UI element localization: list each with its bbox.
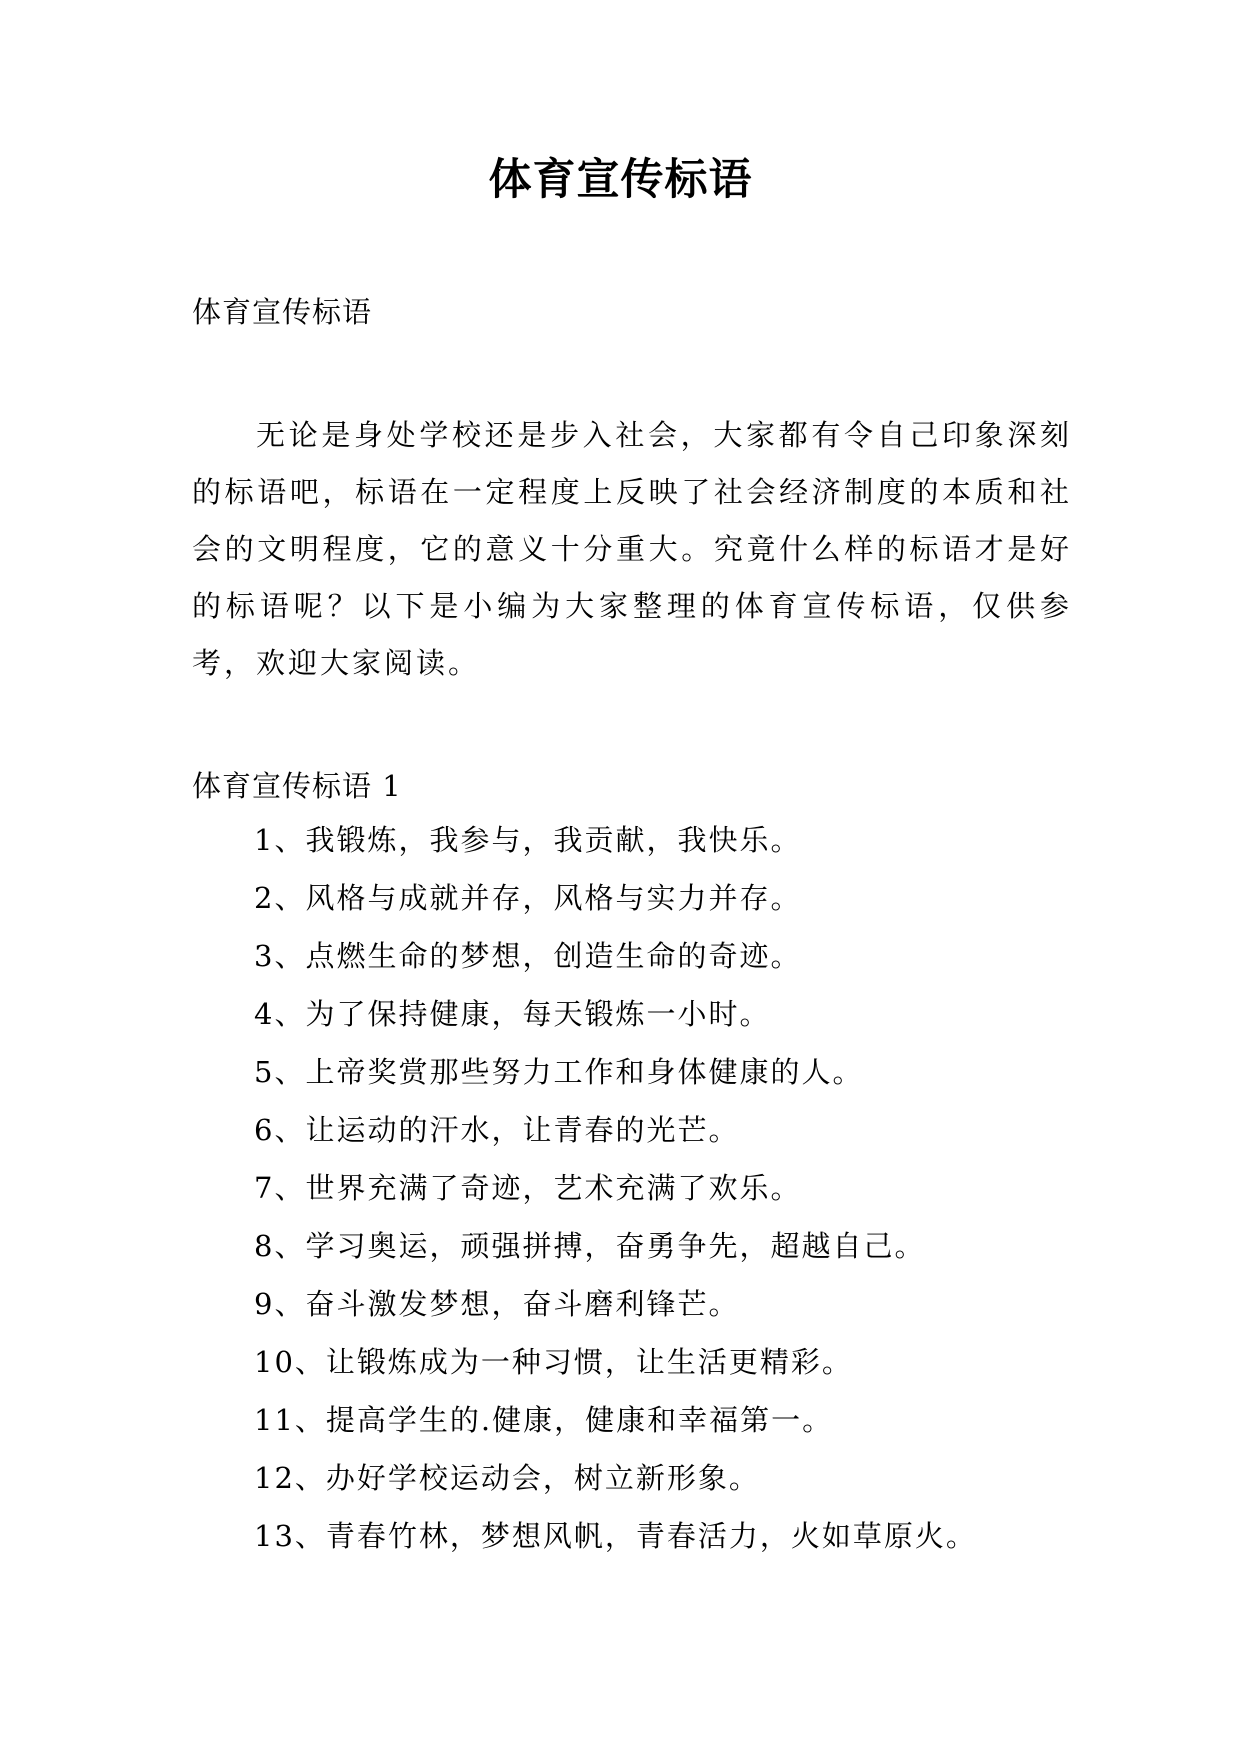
document-title: 体育宣传标语: [488, 155, 753, 205]
slogan-item: 4、为了保持健康，每天锻炼一小时。: [254, 997, 771, 1031]
slogan-item: 3、点燃生命的梦想，创造生命的奇迹。: [254, 939, 802, 973]
slogan-item: 5、上帝奖赏那些努力工作和身体健康的人。: [254, 1055, 864, 1089]
slogan-item: 11、提高学生的.健康，健康和幸福第一。: [254, 1403, 834, 1437]
slogan-item: 1、我锻炼，我参与，我贡献，我快乐。: [254, 823, 802, 857]
document-subtitle: 体育宣传标语: [192, 295, 373, 329]
intro-paragraph: 无论是身处学校还是步入社会，大家都有令自己印象深刻的标语吧，标语在一定程度上反映了社会经济制度的本质和社会的文明程度，它的意义十分重大。究竟什么样的标语才是好的标语呢？以下是小编为大家整理的体育宣传标语，仅供参考，欢迎大家阅读。: [192, 418, 1072, 680]
slogan-item: 13、青春竹林，梦想风帆，青春活力，火如草原火。: [254, 1519, 977, 1553]
slogan-item: 2、风格与成就并存，风格与实力并存。: [254, 881, 802, 915]
slogan-item: 8、学习奥运，顽强拼搏，奋勇争先，超越自己。: [254, 1229, 926, 1263]
slogan-item: 6、让运动的汗水，让青春的光芒。: [254, 1113, 740, 1147]
section-heading: 体育宣传标语 1: [192, 769, 402, 803]
slogan-list: [254, 811, 1074, 1565]
slogan-item: 7、世界充满了奇迹，艺术充满了欢乐。: [254, 1171, 802, 1205]
slogan-item: 10、让锻炼成为一种习惯，让生活更精彩。: [254, 1345, 853, 1379]
slogan-item: 9、奋斗激发梦想，奋斗磨利锋芒。: [254, 1287, 740, 1321]
slogan-item: 12、办好学校运动会，树立新形象。: [254, 1461, 760, 1495]
